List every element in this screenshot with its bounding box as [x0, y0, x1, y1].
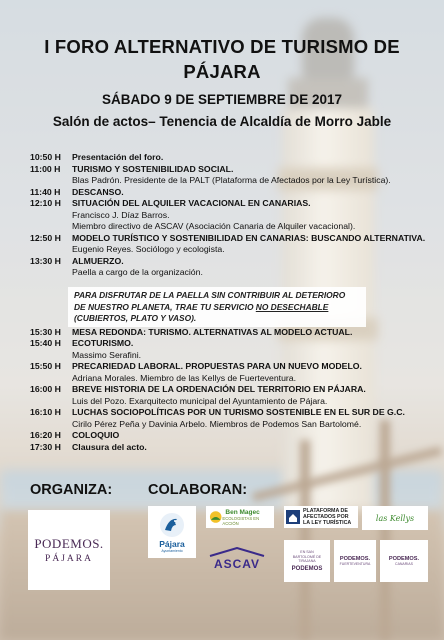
schedule-item	[30, 384, 434, 396]
note-underlined: NO DESECHABLE	[255, 301, 329, 312]
schedule-time: 17:30 H	[30, 441, 61, 452]
ascav-logo: ASCAV	[206, 546, 268, 572]
schedule-event: PRECARIEDAD LABORAL. PROPUESTAS PARA UN NUEVO MODELO.	[72, 361, 362, 371]
schedule-detail: Miembro directivo de ASCAV (Asociación Canaria de Alquiler vacacional).	[72, 221, 356, 231]
pajara-logo: Pájara Ayuntamiento	[148, 506, 196, 558]
schedule-detail: Luis del Pozo. Exarquitecto municipal del Ayuntamiento de Pájara.	[72, 395, 328, 406]
schedule-event: COLOQUIO	[72, 430, 120, 440]
schedule-item	[30, 164, 434, 176]
schedule-detail: Cirilo Pérez Peña y Davinia Arbelo. Miembros de Podemos San Bartolomé.	[72, 418, 362, 429]
event-title	[20, 34, 424, 84]
schedule-item	[30, 198, 434, 210]
note-line-2: DE NUESTRO PLANETA, TRAE TU SERVICIO NO DESECHABLE	[74, 301, 329, 312]
schedule-time: 12:10 H	[30, 198, 61, 208]
schedule-event: DESCANSO.	[72, 186, 124, 197]
schedule-detail: Francisco J. Díaz Barros.	[72, 209, 170, 220]
event-venue: Salón de actos– Tenencia de Alcaldía de Morro Jable	[52, 114, 392, 129]
schedule-item	[30, 430, 434, 442]
schedule-detail: Paella a cargo de la organización.	[72, 267, 203, 277]
schedule-time: 12:50 H	[30, 232, 61, 243]
schedule-event: Clausura del acto.	[72, 441, 147, 452]
bird-icon	[159, 512, 185, 538]
schedule-detail: Adriana Morales. Miembro de las Kellys de Fuerteventura.	[72, 372, 297, 383]
palt-logo: PLATAFORMA DE AFECTADOS POR LA LEY TURÍSTICA	[284, 506, 358, 528]
schedule-item	[30, 327, 434, 339]
schedule-time: 15:40 H	[30, 338, 61, 348]
schedule-event: TURISMO Y SOSTENIBILIDAD SOCIAL.	[72, 163, 234, 174]
kellys-logo: las Kellys	[362, 506, 428, 530]
schedule-item	[30, 338, 434, 350]
organiza-label: ORGANIZA:	[30, 482, 113, 498]
schedule-time: 10:50 H	[30, 152, 61, 162]
title-line-2: PÁJARA	[183, 61, 261, 82]
colaboran-label: COLABORAN:	[148, 482, 248, 498]
paella-note	[68, 287, 366, 327]
schedule-detail: Eugenio Reyes. Sociólogo y ecologista.	[72, 244, 225, 254]
schedule-event: BREVE HISTORIA DE LA ORDENACIÓN DEL TERRITORIO EN PÁJARA.	[72, 384, 366, 394]
schedule-event: MESA REDONDA: TURISMO. ALTERNATIVAS AL MODELO ACTUAL.	[72, 326, 353, 337]
schedule-item	[30, 187, 434, 199]
schedule-time: 11:00 H	[30, 163, 61, 174]
schedule-event: LUCHAS SOCIOPOLÍTICAS POR UN TURISMO SOSTENIBLE EN EL SUR DE G.C.	[72, 407, 405, 417]
schedule-item	[30, 152, 434, 164]
schedule-time: 16:20 H	[30, 430, 61, 440]
schedule-event: MODELO TURÍSTICO Y SOSTENIBILIDAD EN CANARIAS: BUSCANDO ALTERNATIVA.	[72, 232, 426, 243]
note-line-1: PARA DISFRUTAR DE LA PAELLA SIN CONTRIBUIR AL DETERIORO	[74, 290, 346, 300]
schedule-item	[30, 256, 434, 268]
roof-icon	[208, 547, 266, 557]
schedule-time: 16:00 H	[30, 384, 61, 394]
schedule-event: SITUACIÓN DEL ALQUILER VACACIONAL EN CANARIAS.	[72, 198, 311, 208]
schedule-event: ALMUERZO.	[72, 255, 124, 266]
schedule-time: 15:30 H	[30, 326, 61, 337]
event-date: SÁBADO 9 DE SEPTIEMBRE DE 2017	[101, 92, 343, 107]
podemos-canarias-logo: PODEMOS. CANARIAS	[380, 540, 428, 582]
podemos-san-bartolome-logo: EN SAN BARTOLOMÉ DE TIRAJANA PODEMOS	[284, 540, 330, 582]
sun-icon	[209, 510, 222, 524]
podemos-pajara-logo: PODEMOS. PÁJARA	[28, 510, 110, 590]
schedule-item	[30, 442, 434, 454]
schedule-event: Presentación del foro.	[72, 152, 164, 162]
podemos-fuerteventura-logo: PODEMOS. FUERTEVENTURA	[334, 540, 376, 582]
house-icon	[286, 510, 300, 524]
schedule-event: ECOTURISMO.	[72, 338, 134, 348]
note-line-3: (CUBIERTOS, PLATO Y VASO).	[74, 313, 197, 324]
schedule-item	[30, 361, 434, 373]
schedule-time: 16:10 H	[30, 407, 61, 417]
schedule-time: 15:50 H	[30, 361, 61, 371]
schedule-detail: Blas Padrón. Presidente de la PALT (Plataforma de Afectados por la Ley Turística).	[72, 175, 391, 185]
schedule-item	[30, 407, 434, 419]
ben-magec-logo: Ben Magec ECOLOGISTAS EN ACCIÓN	[206, 506, 274, 528]
schedule-time: 11:40 H	[30, 186, 61, 197]
schedule-detail: Massimo Serafini.	[72, 349, 142, 360]
title-line-1: I FORO ALTERNATIVO DE TURISMO DE	[44, 36, 400, 57]
schedule-item	[30, 233, 434, 245]
schedule-time: 13:30 H	[30, 255, 61, 266]
